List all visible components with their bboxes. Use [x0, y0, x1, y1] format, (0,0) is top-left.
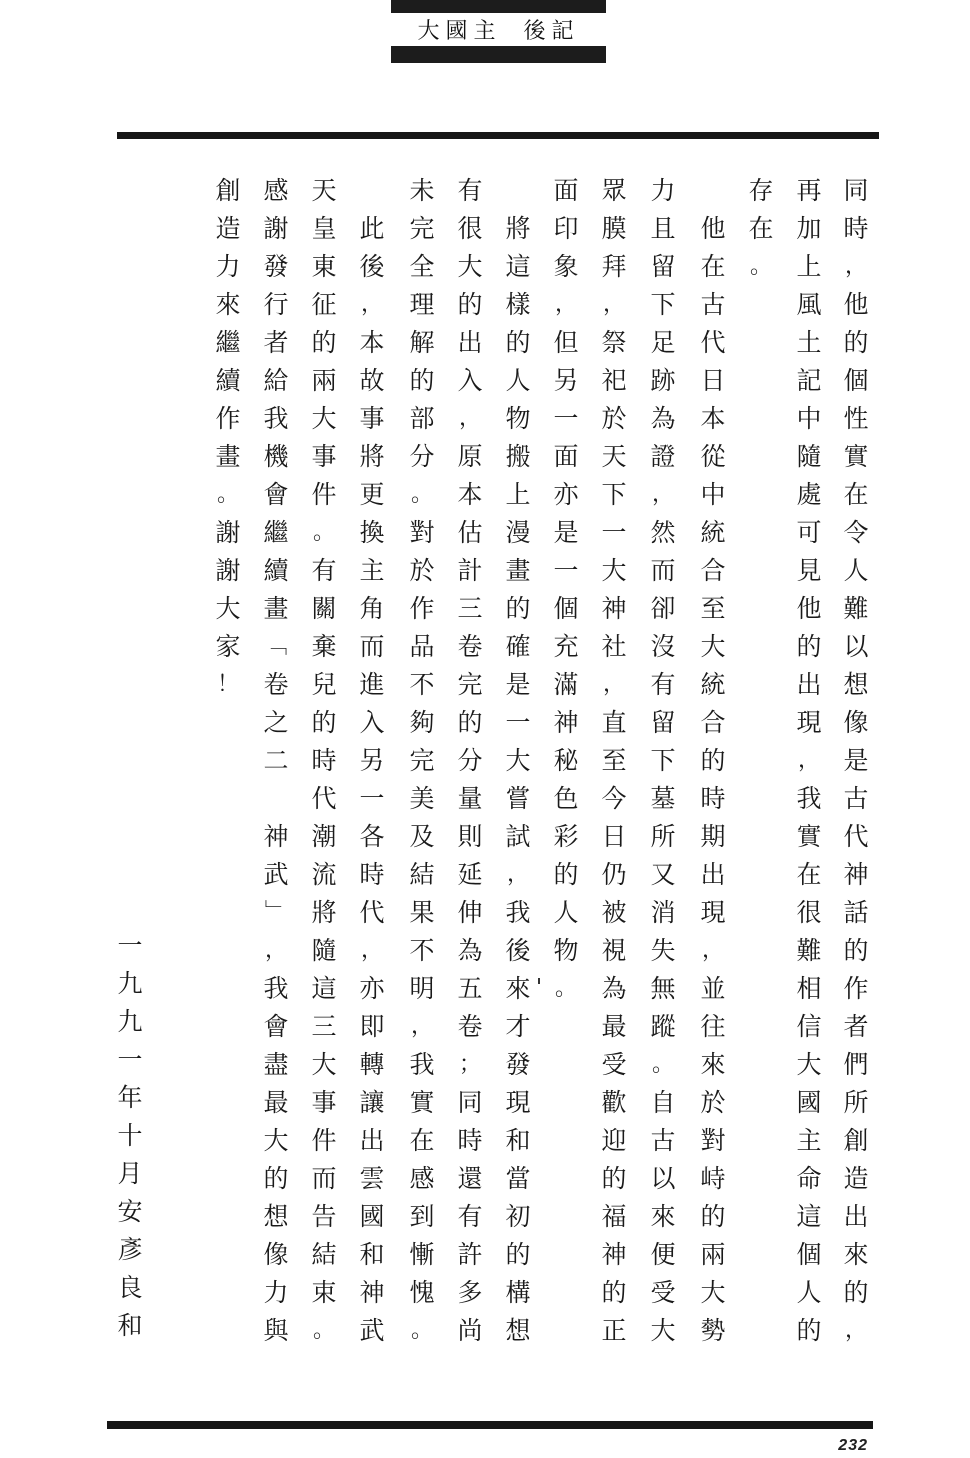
text-column: 將 這 樣 的 人 物 搬 上 漫 畫 的 確 是 一 大 嘗 試 ， 我 後 來 才 發 現 和 當 初 的 構 想: [505, 214, 531, 1345]
text-column: 有 很 大 的 出 入 ， 原 本 估 計 三 卷 完 的 分 量 則 延 伸 為 五 卷 ； 同 時 還 有 許 多 尚: [457, 176, 483, 1345]
text-column: 眾 膜 拜 ， 祭 祀 於 天 下 一 大 神 社 ， 直 至 今 日 仍 被 視 為 最 受 歡 迎 的 福 神 的 正: [601, 176, 627, 1345]
header-bar-top: [391, 0, 606, 13]
page-number: 232: [838, 1437, 868, 1454]
text-column: 同 時 ， 他 的 個 性 實 在 令 人 難 以 想 像 是 古 代 神 話 的 作 者 們 所 創 造 出 來 的 ，: [843, 176, 869, 1343]
header-title: [391, 13, 606, 46]
text-column: 力 且 留 下 足 跡 為 證 ， 然 而 卻 沒 有 留 下 墓 所 又 消 失 無 蹤 。 自 古 以 來 便 受 大: [650, 176, 676, 1345]
header-bar-bottom: [391, 46, 606, 63]
top-rule-divider: [117, 132, 879, 139]
text-column: 天 皇 東 征 的 兩 大 事 件 。 有 關 棄 兒 的 時 代 潮 流 將 隨 這 三 大 事 件 而 告 結 束 。: [311, 176, 337, 1343]
signature-date-author: 一 九 九 一 年 十 月 安 彥 良 和: [117, 931, 143, 1340]
text-column: 此 後 ， 本 故 事 將 更 換 主 角 而 進 入 另 一 各 時 代 ， 亦 即 轉 讓 出 雲 國 和 神 武: [359, 214, 385, 1345]
running-header: [391, 0, 606, 64]
text-column: 他 在 古 代 日 本 從 中 統 合 至 大 統 合 的 時 期 出 現 ， 並 往 來 於 對 峙 的 兩 大 勢: [700, 214, 726, 1345]
print-speck: [538, 978, 540, 984]
text-column: 未 完 全 理 解 的 部 分 。 對 於 作 品 不 夠 完 美 及 結 果 不 明 ， 我 實 在 感 到 慚 愧 。: [409, 176, 435, 1343]
header-book-title: 大國主: [417, 19, 502, 44]
text-column: 感 謝 發 行 者 給 我 機 會 繼 續 畫 ﹁ 卷 之 二 神 武 ﹂ ， 我 會 盡 最 大 的 想 像 力 與: [263, 176, 289, 1345]
header-section-title: 後記: [523, 19, 580, 44]
text-column: 存 在 。: [748, 176, 774, 279]
bottom-rule-divider: [107, 1421, 873, 1429]
text-column: 創 造 力 來 繼 續 作 畫 。 謝 謝 大 家 ！: [215, 176, 241, 697]
text-column: 面 印 象 ， 但 另 一 面 亦 是 一 個 充 滿 神 秘 色 彩 的 人 物 。: [553, 176, 579, 1001]
text-column: 再 加 上 風 土 記 中 隨 處 可 見 他 的 出 現 ， 我 實 在 很 難 相 信 大 國 主 命 這 個 人 的: [796, 176, 822, 1345]
